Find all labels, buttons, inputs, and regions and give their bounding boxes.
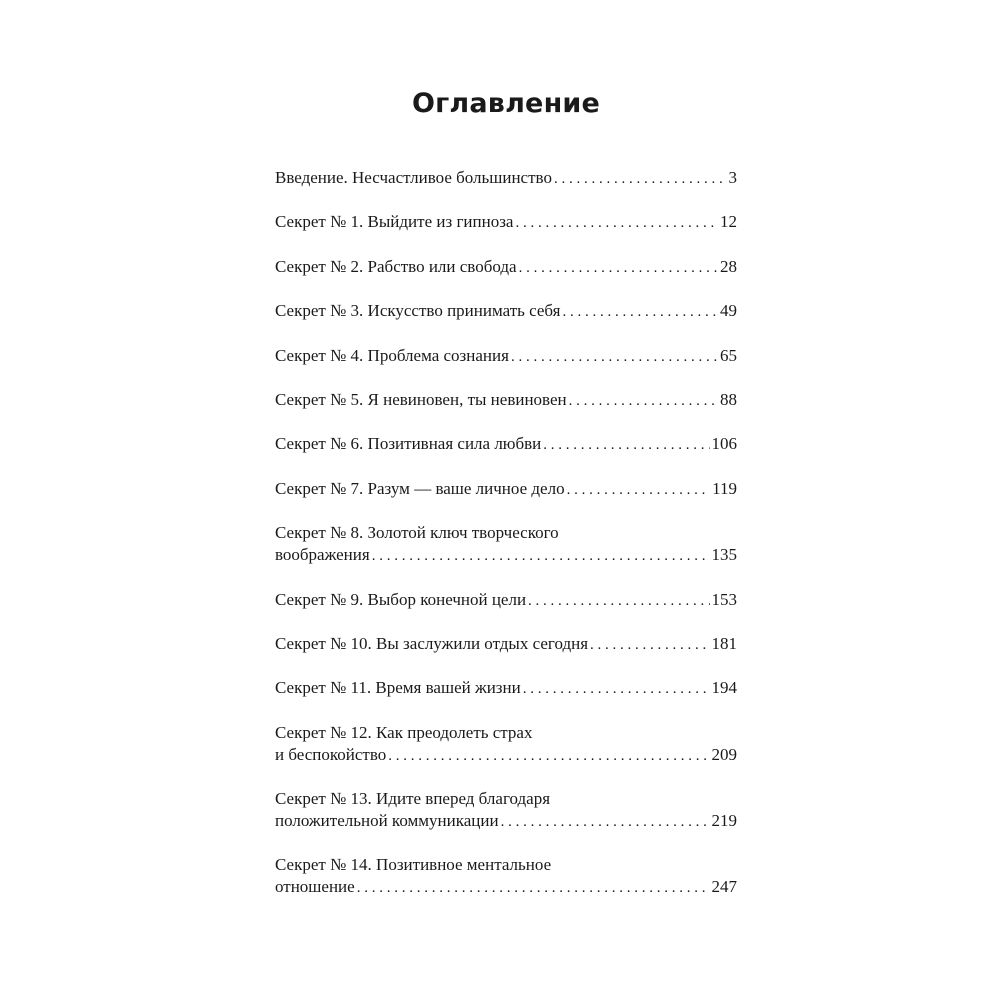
toc-entry-title: воображения bbox=[275, 545, 370, 565]
toc-entry-title: Введение. Несчастливое большинство bbox=[275, 168, 552, 187]
toc-page-number: 135 bbox=[711, 545, 737, 565]
toc-entry-title: Секрет № 10. Вы заслужили отдых сегодня bbox=[275, 633, 589, 653]
toc-entry-secret-13[interactable] bbox=[275, 788, 737, 833]
toc-entry-title: отношение bbox=[275, 877, 355, 897]
toc-page-number: 49 bbox=[720, 301, 737, 321]
dot-leader bbox=[569, 390, 718, 412]
toc-entry-secret-3[interactable] bbox=[275, 300, 737, 323]
toc-entry-title-line1: Секрет № 8. Золотой ключ творческого bbox=[275, 523, 559, 543]
page-title: Оглавление bbox=[411, 88, 601, 119]
toc-page-number: 65 bbox=[720, 345, 737, 365]
dot-leader bbox=[511, 346, 718, 368]
toc-entry-secret-12[interactable] bbox=[275, 722, 737, 767]
dot-leader bbox=[515, 212, 718, 234]
dot-leader bbox=[501, 811, 710, 833]
toc-entry-title: положительной коммуникации bbox=[275, 811, 499, 831]
toc-entry-secret-2[interactable] bbox=[275, 256, 737, 279]
dot-leader bbox=[388, 745, 709, 767]
dot-leader bbox=[372, 545, 710, 567]
toc-entry-title: Секрет № 7. Разум — ваше личное дело bbox=[275, 478, 565, 498]
toc-page-number: 181 bbox=[711, 633, 737, 653]
toc-entry-title: Секрет № 6. Позитивная сила любви bbox=[275, 434, 542, 454]
toc-entry-title: Секрет № 5. Я невиновен, ты невиновен bbox=[275, 389, 567, 409]
table-of-contents bbox=[275, 167, 737, 921]
toc-entry-title: Секрет № 9. Выбор конечной цели bbox=[275, 589, 527, 609]
toc-entry-secret-7[interactable] bbox=[275, 478, 737, 501]
toc-entry-secret-1[interactable] bbox=[275, 211, 737, 234]
dot-leader bbox=[562, 301, 718, 323]
dot-leader bbox=[357, 877, 710, 899]
dot-leader bbox=[554, 168, 727, 190]
toc-page-number: 247 bbox=[711, 877, 737, 897]
toc-page-number: 3 bbox=[728, 168, 737, 187]
toc-entry-secret-9[interactable] bbox=[275, 589, 737, 612]
toc-page-number: 219 bbox=[711, 811, 737, 831]
toc-entry-title: и беспокойство bbox=[275, 744, 387, 764]
toc-page-number: 106 bbox=[711, 434, 737, 454]
toc-page-number: 194 bbox=[711, 678, 737, 698]
toc-entry-secret-6[interactable] bbox=[275, 433, 737, 456]
dot-leader bbox=[590, 634, 709, 656]
toc-entry-title: Секрет № 11. Время вашей жизни bbox=[275, 678, 521, 698]
toc-entry-title: Секрет № 1. Выйдите из гипноза bbox=[275, 212, 514, 232]
toc-page-number: 12 bbox=[720, 212, 737, 232]
dot-leader bbox=[528, 590, 709, 612]
toc-entry-secret-4[interactable] bbox=[275, 345, 737, 368]
toc-entry-title: Секрет № 3. Искусство принимать себя bbox=[275, 301, 561, 321]
toc-page-number: 209 bbox=[711, 744, 737, 764]
toc-page-number: 28 bbox=[720, 256, 737, 276]
dot-leader bbox=[543, 434, 709, 456]
toc-entry-secret-14[interactable] bbox=[275, 854, 737, 899]
toc-entry-title-line1: Секрет № 12. Как преодолеть страх bbox=[275, 722, 533, 742]
toc-entry-introduction[interactable] bbox=[275, 167, 737, 190]
toc-entry-secret-5[interactable] bbox=[275, 389, 737, 412]
toc-page-number: 119 bbox=[712, 478, 737, 498]
toc-entry-title: Секрет № 4. Проблема сознания bbox=[275, 345, 509, 365]
toc-entry-title-line1: Секрет № 14. Позитивное ментальное bbox=[275, 855, 552, 875]
toc-page-number: 153 bbox=[711, 589, 737, 609]
dot-leader bbox=[523, 678, 710, 700]
toc-entry-secret-10[interactable] bbox=[275, 633, 737, 656]
dot-leader bbox=[567, 479, 711, 501]
toc-entry-title: Секрет № 2. Рабство или свобода bbox=[275, 256, 517, 276]
toc-page-number: 88 bbox=[720, 389, 737, 409]
toc-entry-title-line1: Секрет № 13. Идите вперед благодаря bbox=[275, 789, 551, 809]
dot-leader bbox=[519, 257, 718, 279]
toc-entry-secret-11[interactable] bbox=[275, 677, 737, 700]
toc-entry-secret-8[interactable] bbox=[275, 522, 737, 567]
